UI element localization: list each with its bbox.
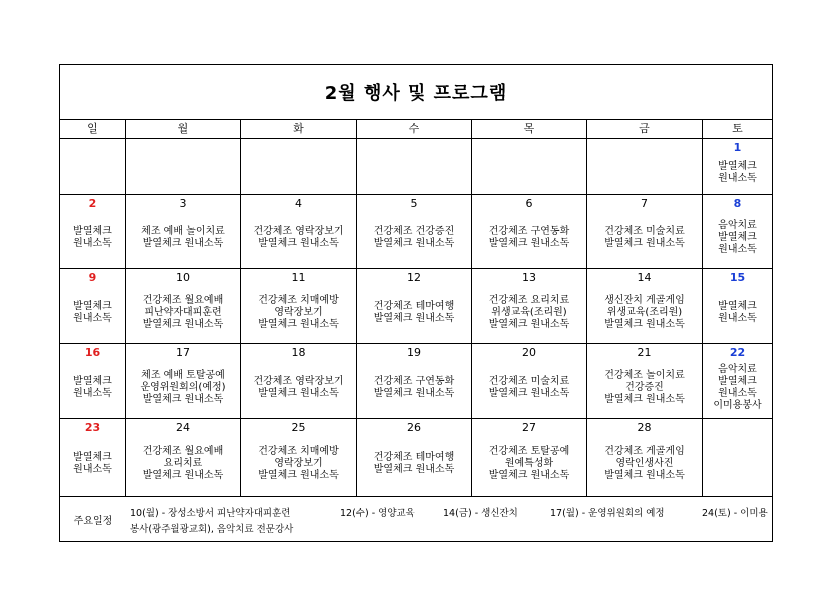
event-line: 음악치료 [718,364,757,375]
event-line: 발열체크 원내소독 [258,238,339,249]
event-lines [126,370,240,406]
weekday-sun: 일 [60,120,126,138]
event-line: 발열체크 원내소독 [488,470,570,481]
event-line: 발열체크 원내소독 [142,238,224,249]
event-line: 발열체크 [718,161,757,172]
event-line: 발열체크 [718,376,757,387]
event-line: 발열체크 원내소독 [604,470,685,481]
event-line: 발열체크 원내소독 [142,319,224,330]
schedule-note-continued: 봉사(광주월광교회), 음악치료 전문강사 [130,524,294,535]
day-number: 13 [522,271,536,284]
day-cell-9 [60,269,126,344]
day-number: 19 [407,346,421,359]
event-line: 원내소독 [718,244,757,255]
day-cell-4 [241,195,357,269]
event-lines [587,226,702,250]
event-lines [472,226,586,250]
event-lines [472,295,586,331]
event-lines [126,226,240,250]
day-number: 22 [729,346,746,359]
event-line: 원내소독 [73,238,112,249]
event-line: 건강체조 치매예방 [258,295,339,306]
event-line: 발열체크 [73,226,112,237]
day-cell-15 [703,269,772,344]
empty-day-cell [357,139,472,195]
event-line: 발열체크 [73,301,112,312]
weekday-mon: 월 [126,120,241,138]
weekday-sat: 토 [732,122,743,135]
notes-label: 주요일정 [73,515,113,527]
day-cell-19 [357,344,472,419]
event-line: 발열체크 원내소독 [488,388,570,399]
day-cell-20 [472,344,587,419]
event-line: 영락인생사진 [615,458,674,469]
event-lines [703,220,772,256]
event-line: 발열체크 원내소독 [604,319,685,330]
event-line: 원내소독 [73,388,112,399]
event-lines [60,226,125,250]
event-line: 발열체크 [718,232,757,243]
event-line: 건강체조 건강증진 [373,226,455,237]
event-line: 운영위원회의(예정) [140,382,226,393]
empty-day-cell [472,139,587,195]
event-lines [357,301,471,325]
day-cell-14 [587,269,703,344]
day-cell-24 [126,419,241,497]
event-lines [472,446,586,482]
event-line: 건강체조 월요예배 [142,295,224,306]
event-line: 건강체조 요리치료 [488,295,570,306]
day-number: 6 [525,197,533,210]
day-number: 15 [729,271,746,284]
day-number: 16 [84,346,101,359]
day-number: 24 [176,421,190,434]
event-line: 발열체크 원내소독 [373,238,455,249]
event-line: 건강체조 치매예방 [258,446,339,457]
day-cell-12 [357,269,472,344]
event-line: 원내소독 [718,388,757,399]
day-number: 1 [733,141,742,154]
day-cell-16 [60,344,126,419]
day-cell-6 [472,195,587,269]
event-line: 발열체크 [718,301,757,312]
day-number: 17 [176,346,190,359]
event-line: 원내소독 [718,173,757,184]
event-line: 원내소독 [73,313,112,324]
event-line: 영락장보기 [274,307,323,318]
day-cell-1 [703,139,772,195]
day-cell-21 [587,344,703,419]
event-line: 건강체조 미술치료 [488,376,570,387]
day-number: 27 [522,421,536,434]
event-line: 건강체조 월요예배 [142,446,224,457]
empty-day-cell [587,139,703,195]
schedule-note: 10(월) - 장성소방서 피난약자대피훈련 [130,508,291,519]
schedule-notes [60,497,772,541]
event-lines [60,452,125,476]
event-line: 발열체크 원내소독 [373,313,455,324]
event-line: 발열체크 원내소독 [258,388,339,399]
day-number: 23 [84,421,101,434]
day-number: 12 [407,271,421,284]
event-line: 발열체크 원내소독 [373,464,455,475]
day-cell-22 [703,344,772,419]
day-number: 20 [522,346,536,359]
day-cell-7 [587,195,703,269]
event-line: 이미용봉사 [713,400,762,411]
day-cell-8 [703,195,772,269]
event-line: 건강체조 테마여행 [373,452,455,463]
day-cell-25 [241,419,357,497]
event-lines [241,376,356,400]
event-lines [357,452,471,476]
event-line: 발열체크 원내소독 [142,470,224,481]
schedule-note: 14(금) - 생신잔치 [443,508,518,519]
event-line: 건강체조 영락장보기 [253,376,344,387]
event-line: 발열체크 원내소독 [258,319,339,330]
event-lines [703,301,772,325]
calendar-sheet [59,64,773,542]
event-line: 체조 예배 토탈공예 [141,370,225,381]
page-title: 2월 행사 및 프로그램 [324,83,508,104]
day-cell-23 [60,419,126,497]
day-number: 7 [641,197,648,210]
event-line: 영락장보기 [274,458,323,469]
event-line: 발열체크 원내소독 [488,238,570,249]
event-lines [472,376,586,400]
event-line: 발열체크 [73,452,112,463]
day-number: 21 [637,346,652,359]
day-cell-17 [126,344,241,419]
day-number: 10 [176,271,190,284]
event-lines [60,301,125,325]
event-line: 건강증진 [625,382,664,393]
schedule-note: 12(수) - 영양교육 [340,508,415,519]
title-row [60,65,772,120]
day-cell-18 [241,344,357,419]
event-lines [241,295,356,331]
empty-day-cell [703,419,772,497]
empty-day-cell [241,139,357,195]
day-cell-28 [587,419,703,497]
event-line: 건강체조 게골게임 [604,446,685,457]
event-line: 건강체조 테마여행 [373,301,455,312]
event-lines [241,446,356,482]
event-line: 위생교육(조리원) [491,307,567,318]
event-line: 건강체조 구연동화 [488,226,570,237]
event-line: 원내소독 [718,313,757,324]
day-cell-5 [357,195,472,269]
event-line: 발열체크 원내소독 [373,388,455,399]
day-number: 26 [407,421,421,434]
event-line: 발열체크 [73,376,112,387]
day-cell-26 [357,419,472,497]
event-line: 발열체크 원내소독 [258,470,339,481]
day-cell-13 [472,269,587,344]
day-cell-3 [126,195,241,269]
event-line: 요리치료 [163,458,203,469]
event-lines [357,226,471,250]
empty-day-cell [126,139,241,195]
day-cell-2 [60,195,126,269]
event-lines [587,446,702,482]
day-number: 4 [295,197,302,210]
day-number: 25 [291,421,306,434]
event-line: 원내소독 [73,464,112,475]
day-cell-10 [126,269,241,344]
event-line: 위생교육(조리원) [606,307,683,318]
event-lines [60,376,125,400]
day-number: 11 [291,271,306,284]
day-cell-11 [241,269,357,344]
event-line: 원예특성화 [504,458,554,469]
event-line: 발열체크 원내소독 [488,319,570,330]
event-line: 발열체크 원내소독 [604,238,685,249]
weekday-wed: 수 [357,120,472,138]
event-line: 발열체크 원내소독 [142,394,224,405]
day-number: 2 [88,197,97,210]
day-number: 5 [410,197,418,210]
weekday-header-row [60,120,772,139]
event-line: 음악치료 [718,220,757,231]
event-line: 건강체조 토탈공예 [488,446,570,457]
weekday-fri: 금 [587,120,703,138]
day-number: 8 [733,197,742,210]
event-lines [703,161,772,185]
event-line: 건강체조 구연동화 [373,376,455,387]
weekday-thu: 목 [472,120,587,138]
schedule-note: 24(토) - 이미용 [702,508,768,519]
day-number: 9 [88,271,97,284]
event-lines [126,295,240,331]
event-line: 건강체조 영락장보기 [253,226,344,237]
event-lines [703,364,772,412]
event-lines [241,226,356,250]
day-number: 28 [637,421,652,434]
event-line: 체조 예배 놀이치료 [141,226,225,237]
event-lines [587,370,702,406]
event-lines [587,295,702,331]
day-cell-27 [472,419,587,497]
weekday-tue: 화 [241,120,357,138]
empty-day-cell [60,139,126,195]
day-number: 14 [637,271,652,284]
day-number: 18 [291,346,306,359]
event-lines [126,446,240,482]
event-line: 발열체크 원내소독 [604,394,685,405]
event-lines [357,376,471,400]
day-number: 3 [179,197,187,210]
schedule-note: 17(월) - 운영위원회의 예정 [550,508,665,519]
event-line: 생신잔치 게골게임 [604,295,685,306]
event-line: 건강체조 놀이치료 [604,370,685,381]
event-line: 피난약자대피훈련 [144,307,222,318]
event-line: 건강체조 미술치료 [604,226,685,237]
